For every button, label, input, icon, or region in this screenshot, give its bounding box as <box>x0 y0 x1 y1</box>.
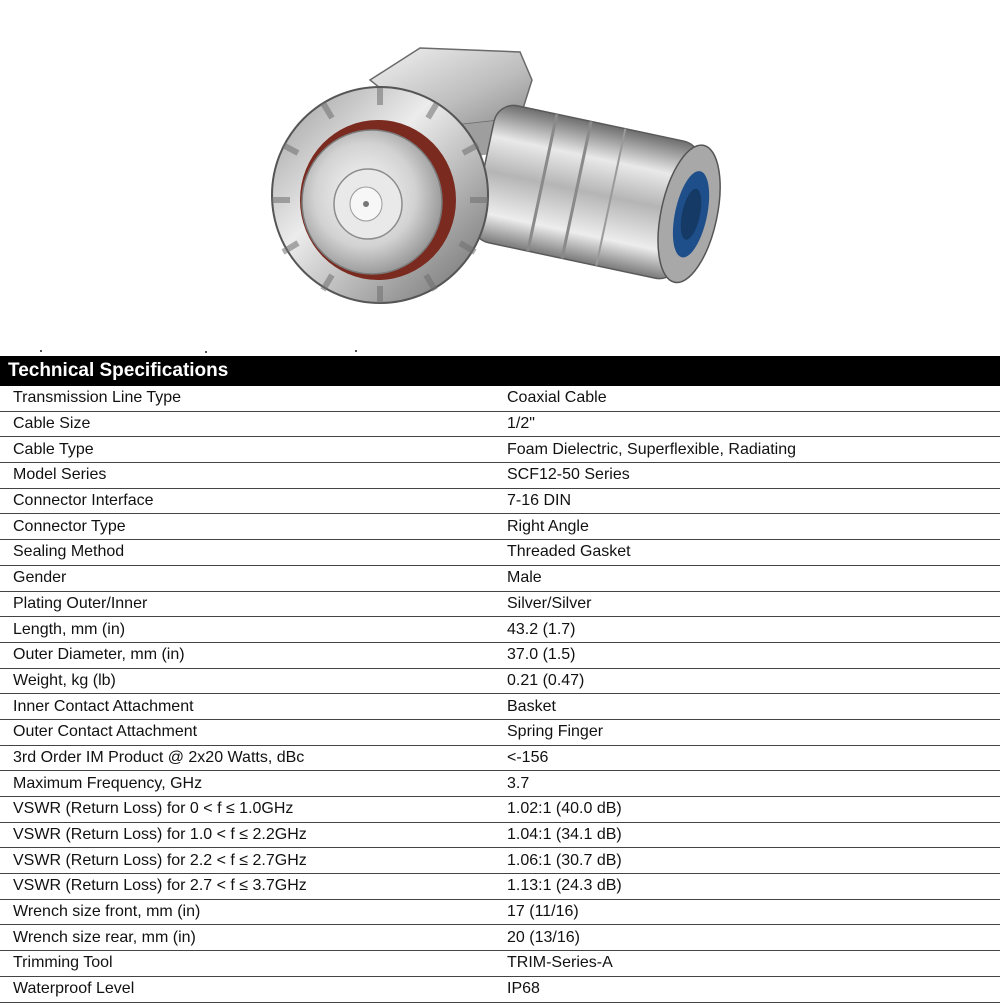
connector-coupling-nut <box>272 87 488 303</box>
spec-row <box>0 591 1000 617</box>
connector-rear-body <box>469 102 731 288</box>
spec-value: 1.06:1 (30.7 dB) <box>507 848 1000 874</box>
spec-value: 1.13:1 (24.3 dB) <box>507 874 1000 900</box>
spec-value: IP68 <box>507 976 1000 1002</box>
spec-value: 1/2" <box>507 411 1000 437</box>
specs-title: Technical Specifications <box>0 356 1000 386</box>
spec-row <box>0 642 1000 668</box>
spec-label: 3rd Order IM Product @ 2x20 Watts, dBc <box>0 745 507 771</box>
spec-row <box>0 514 1000 540</box>
spec-value: 20 (13/16) <box>507 925 1000 951</box>
spec-label: VSWR (Return Loss) for 2.7 < f ≤ 3.7GHz <box>0 874 507 900</box>
spec-label: Outer Diameter, mm (in) <box>0 642 507 668</box>
spec-value: 1.02:1 (40.0 dB) <box>507 797 1000 823</box>
spec-row <box>0 951 1000 977</box>
separator-dots <box>0 349 1000 355</box>
spec-label: Cable Type <box>0 437 507 463</box>
spec-label: Plating Outer/Inner <box>0 591 507 617</box>
spec-row <box>0 565 1000 591</box>
spec-value: Silver/Silver <box>507 591 1000 617</box>
spec-label: Sealing Method <box>0 540 507 566</box>
spec-value: 7-16 DIN <box>507 488 1000 514</box>
spec-row <box>0 694 1000 720</box>
spec-row <box>0 848 1000 874</box>
spec-value: Coaxial Cable <box>507 386 1000 411</box>
spec-value: Basket <box>507 694 1000 720</box>
spec-row <box>0 488 1000 514</box>
spec-row <box>0 463 1000 489</box>
spec-row <box>0 822 1000 848</box>
spec-value: 17 (11/16) <box>507 899 1000 925</box>
spec-value: Threaded Gasket <box>507 540 1000 566</box>
spec-row <box>0 976 1000 1002</box>
spec-row <box>0 617 1000 643</box>
spec-value: Male <box>507 565 1000 591</box>
spec-value: Right Angle <box>507 514 1000 540</box>
spec-row <box>0 925 1000 951</box>
spec-label: VSWR (Return Loss) for 0 < f ≤ 1.0GHz <box>0 797 507 823</box>
spec-row <box>0 668 1000 694</box>
connector-product-image <box>0 0 1000 345</box>
spec-label: Connector Type <box>0 514 507 540</box>
spec-row <box>0 745 1000 771</box>
spec-value: 1.04:1 (34.1 dB) <box>507 822 1000 848</box>
spec-value: Foam Dielectric, Superflexible, Radiating <box>507 437 1000 463</box>
spec-label: Outer Contact Attachment <box>0 719 507 745</box>
spec-label: Inner Contact Attachment <box>0 694 507 720</box>
spec-label: Cable Size <box>0 411 507 437</box>
spec-label: Trimming Tool <box>0 951 507 977</box>
spec-value: Spring Finger <box>507 719 1000 745</box>
spec-value: 3.7 <box>507 771 1000 797</box>
specs-table <box>0 386 1000 1003</box>
spec-label: Maximum Frequency, GHz <box>0 771 507 797</box>
spec-row <box>0 719 1000 745</box>
spec-label: VSWR (Return Loss) for 1.0 < f ≤ 2.2GHz <box>0 822 507 848</box>
spec-label: Wrench size rear, mm (in) <box>0 925 507 951</box>
spec-row <box>0 540 1000 566</box>
spec-row <box>0 437 1000 463</box>
spec-label: Wrench size front, mm (in) <box>0 899 507 925</box>
spec-row <box>0 411 1000 437</box>
spec-label: Connector Interface <box>0 488 507 514</box>
spec-label: Transmission Line Type <box>0 386 507 411</box>
spec-row <box>0 899 1000 925</box>
spec-label: Model Series <box>0 463 507 489</box>
spec-row <box>0 386 1000 411</box>
spec-label: Gender <box>0 565 507 591</box>
spec-value: SCF12-50 Series <box>507 463 1000 489</box>
spec-value: TRIM-Series-A <box>507 951 1000 977</box>
spec-value: 43.2 (1.7) <box>507 617 1000 643</box>
spec-row <box>0 797 1000 823</box>
spec-value: <-156 <box>507 745 1000 771</box>
spec-label: Waterproof Level <box>0 976 507 1002</box>
spec-value: 0.21 (0.47) <box>507 668 1000 694</box>
spec-label: Weight, kg (lb) <box>0 668 507 694</box>
spec-label: VSWR (Return Loss) for 2.2 < f ≤ 2.7GHz <box>0 848 507 874</box>
spec-label: Length, mm (in) <box>0 617 507 643</box>
spec-value: 37.0 (1.5) <box>507 642 1000 668</box>
spec-row <box>0 771 1000 797</box>
spec-row <box>0 874 1000 900</box>
